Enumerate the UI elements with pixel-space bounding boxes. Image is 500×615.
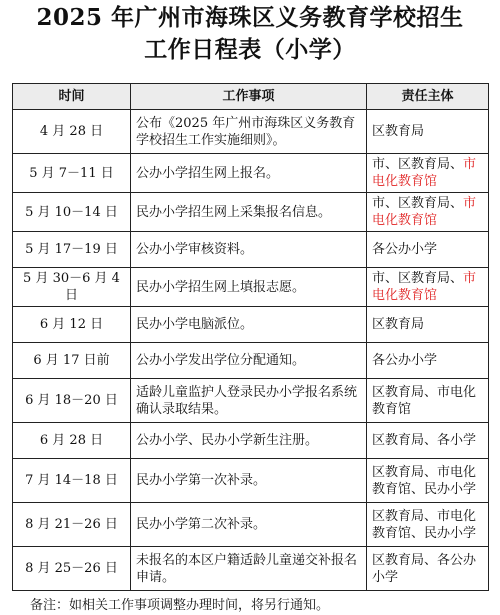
- row-owner: [367, 547, 489, 591]
- table-row: [13, 307, 489, 343]
- table-row: [13, 154, 489, 193]
- owner-text: 市、区教育局、: [372, 196, 464, 211]
- table-row: [13, 193, 489, 232]
- page-title-line2: 工作日程表（小学）: [144, 36, 356, 63]
- table-row: [13, 268, 489, 307]
- owner-text: 区教育局: [372, 124, 425, 139]
- row-owner: [367, 423, 489, 459]
- page-title-line1: 2025 年广州市海珠区义务教育学校招生: [36, 4, 464, 31]
- row-item: 民办小学招生网上采集报名信息。: [131, 193, 367, 232]
- row-item: 适龄儿童监护人登录民办小学报名系统确认录取结果。: [131, 379, 367, 423]
- row-time: 6 月 28 日: [13, 423, 131, 459]
- row-owner: [367, 193, 489, 232]
- row-owner: [367, 154, 489, 193]
- row-item: 公办小学发出学位分配通知。: [131, 343, 367, 379]
- row-time: 5 月 17－19 日: [13, 232, 131, 268]
- owner-highlight: 市电化教育馆: [372, 157, 477, 189]
- table-row: [13, 547, 489, 591]
- owner-text: 区教育局、市电化教育馆、民办小学: [372, 508, 477, 541]
- table-row: [13, 459, 489, 503]
- row-time: 5 月 7－11 日: [13, 154, 131, 193]
- table-row: [13, 379, 489, 423]
- row-item: 公办小学、民办小学新生注册。: [131, 423, 367, 459]
- owner-text: 市、区教育局、: [372, 271, 464, 286]
- row-owner: [367, 307, 489, 343]
- row-item: 公办小学招生网上报名。: [131, 154, 367, 193]
- header-owner: 责任主体: [367, 84, 489, 110]
- owner-text: 区教育局、各小学: [372, 433, 477, 448]
- table-row: [13, 110, 489, 154]
- owner-text: 各公办小学: [372, 353, 438, 368]
- owner-text: 区教育局、各公办小学: [372, 552, 477, 585]
- footnote: 备注：如相关工作事项调整办理时间，将另行通知。: [30, 598, 330, 613]
- row-time: 4 月 28 日: [13, 110, 131, 154]
- row-time: 6 月 18－20 日: [13, 379, 131, 423]
- table-row: [13, 343, 489, 379]
- row-time: 8 月 25－26 日: [13, 547, 131, 591]
- row-owner: [367, 110, 489, 154]
- row-owner: [367, 343, 489, 379]
- table-header-row: [13, 84, 489, 110]
- row-owner: [367, 268, 489, 307]
- row-time: 7 月 14－18 日: [13, 459, 131, 503]
- row-time: 5 月 30－6 月 4 日: [13, 268, 131, 307]
- owner-highlight: 市电化教育馆: [372, 196, 477, 228]
- row-item: 民办小学第二次补录。: [131, 503, 367, 547]
- owner-text: 市、区教育局、: [372, 157, 464, 172]
- row-item: 公办小学审核资料。: [131, 232, 367, 268]
- table-row: [13, 232, 489, 268]
- owner-text: 各公办小学: [372, 242, 438, 257]
- table-row: [13, 503, 489, 547]
- row-time: 6 月 12 日: [13, 307, 131, 343]
- row-item: 未报名的本区户籍适龄儿童递交补报名申请。: [131, 547, 367, 591]
- row-time: 8 月 21－26 日: [13, 503, 131, 547]
- row-item: 民办小学第一次补录。: [131, 459, 367, 503]
- row-item: 民办小学招生网上填报志愿。: [131, 268, 367, 307]
- row-owner: [367, 232, 489, 268]
- header-item: 工作事项: [131, 84, 367, 110]
- owner-highlight: 市电化教育馆: [372, 271, 477, 303]
- row-time: 5 月 10－14 日: [13, 193, 131, 232]
- owner-text: 区教育局、市电化教育馆、民办小学: [372, 464, 477, 497]
- row-owner: [367, 459, 489, 503]
- owner-text: 区教育局: [372, 317, 425, 332]
- table-row: [13, 423, 489, 459]
- owner-text: 区教育局、市电化教育馆: [372, 384, 477, 417]
- row-owner: [367, 379, 489, 423]
- row-owner: [367, 503, 489, 547]
- header-time: 时间: [13, 84, 131, 110]
- row-item: 民办小学电脑派位。: [131, 307, 367, 343]
- row-item: 公布《2025 年广州市海珠区义务教育学校招生工作实施细则》。: [131, 110, 367, 154]
- schedule-table: [12, 83, 489, 591]
- row-time: 6 月 17 日前: [13, 343, 131, 379]
